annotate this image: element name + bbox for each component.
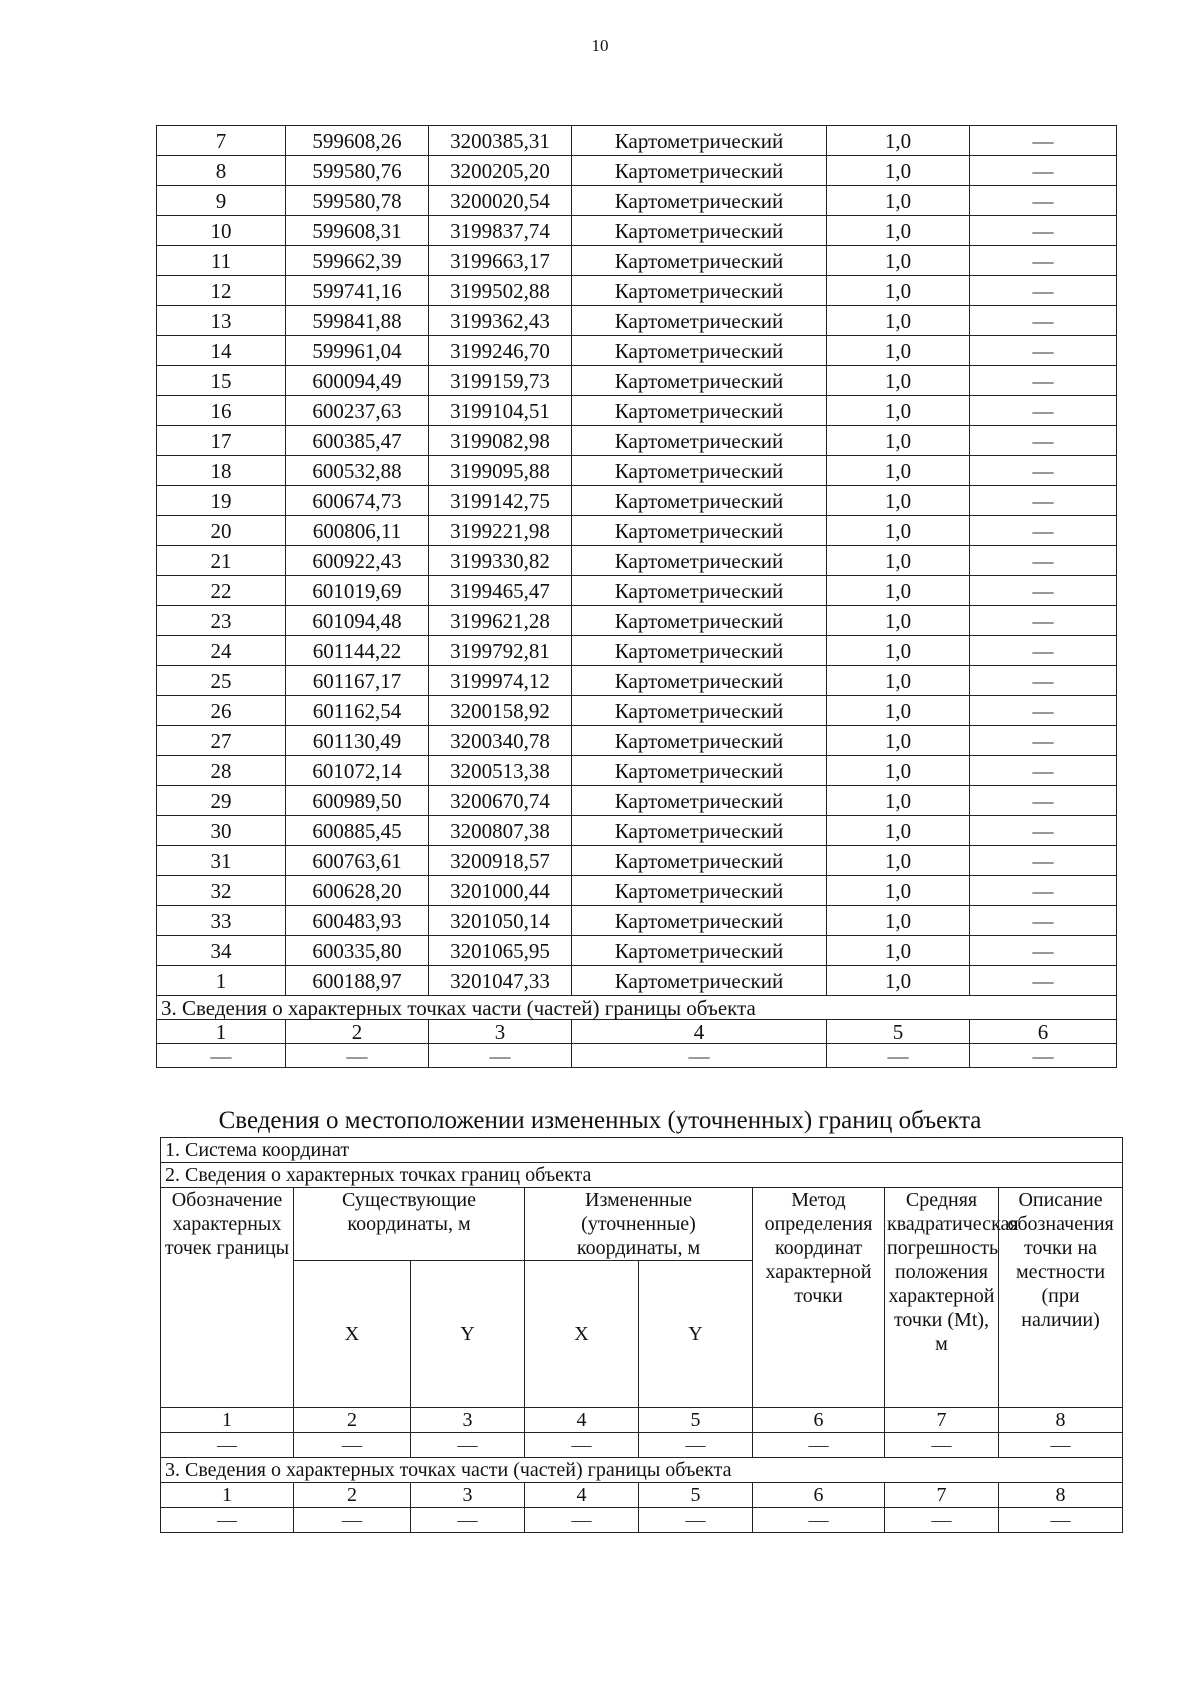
method-cell: Картометрический [572,486,827,516]
x-coordinate-cell: 600989,50 [286,786,429,816]
section3-title: 3. Сведения о характерных точках части (частей) границы объекта [157,996,1117,1020]
section3-dash-cell: — [572,1044,827,1068]
number-cell: 2 [294,1408,411,1433]
description-cell: — [970,546,1117,576]
number-cell: 1 [161,1408,294,1433]
table-row [157,936,1117,966]
point-number-cell: 34 [157,936,286,966]
section3-dash-cell: — [157,1044,286,1068]
x-coordinate-cell: 599580,76 [286,156,429,186]
section3-header-cell: 1 [157,1020,286,1044]
method-cell: Картометрический [572,696,827,726]
x-coordinate-cell: 600335,80 [286,936,429,966]
section3-dash-cell: — [753,1508,885,1533]
table-row [157,696,1117,726]
y-coordinate-cell: 3199142,75 [429,486,572,516]
description-cell: — [970,516,1117,546]
section-title: Сведения о местоположении измененных (уточненных) границ объекта [218,1107,982,1134]
accuracy-cell: 1,0 [827,546,970,576]
y-coordinate-cell: 3199502,88 [429,276,572,306]
table-row [157,816,1117,846]
point-number-cell: 14 [157,336,286,366]
table-row [157,246,1117,276]
page-number: 10 [591,36,609,55]
method-cell: Картометрический [572,666,827,696]
section3-number-cell: 6 [753,1483,885,1508]
accuracy-cell: 1,0 [827,336,970,366]
section3-title: 3. Сведения о характерных точках части (частей) границы объекта [161,1458,1123,1483]
x-coordinate-cell: 599608,26 [286,126,429,156]
point-number-cell: 28 [157,756,286,786]
number-cell: 7 [885,1408,999,1433]
point-number-cell: 12 [157,276,286,306]
y-coordinate-cell: 3200205,20 [429,156,572,186]
y-coordinate-cell: 3199792,81 [429,636,572,666]
y-coordinate-cell: 3201047,33 [429,966,572,996]
point-number-cell: 9 [157,186,286,216]
description-cell: — [970,216,1117,246]
method-cell: Картометрический [572,636,827,666]
accuracy-cell: 1,0 [827,816,970,846]
description-cell: — [970,456,1117,486]
y-coordinate-cell: 3199465,47 [429,576,572,606]
section3-number-cell: 2 [294,1483,411,1508]
changed-boundaries-table [160,1137,1123,1533]
x-coordinate-cell: 601072,14 [286,756,429,786]
description-cell: — [970,606,1117,636]
method-cell: Картометрический [572,726,827,756]
method-cell: Картометрический [572,546,827,576]
dash-cell: — [753,1433,885,1458]
table-row [157,456,1117,486]
dash-cell: — [999,1433,1123,1458]
table-row [157,276,1117,306]
description-cell: — [970,936,1117,966]
method-cell: Картометрический [572,396,827,426]
method-cell: Картометрический [572,306,827,336]
section3-dash-cell: — [429,1044,572,1068]
table-row [157,606,1117,636]
method-cell: Картометрический [572,576,827,606]
method-cell: Картометрический [572,126,827,156]
accuracy-cell: 1,0 [827,606,970,636]
y-coordinate-cell: 3199974,12 [429,666,572,696]
accuracy-cell: 1,0 [827,576,970,606]
x-coordinate-cell: 600674,73 [286,486,429,516]
point-number-cell: 22 [157,576,286,606]
x-coordinate-cell: 600532,88 [286,456,429,486]
accuracy-cell: 1,0 [827,186,970,216]
accuracy-cell: 1,0 [827,486,970,516]
y-coordinate-cell: 3199159,73 [429,366,572,396]
point-number-cell: 8 [157,156,286,186]
description-cell: — [970,906,1117,936]
number-row [161,1408,1123,1433]
x-coordinate-cell: 599608,31 [286,216,429,246]
y-coordinate-cell: 3200020,54 [429,186,572,216]
section3-dash-cell: — [411,1508,525,1533]
y-coordinate-cell: 3200918,57 [429,846,572,876]
description-cell: — [970,666,1117,696]
point-number-cell: 18 [157,456,286,486]
section3-header-cell: 2 [286,1020,429,1044]
point-number-cell: 16 [157,396,286,426]
point-number-cell: 31 [157,846,286,876]
point-number-cell: 23 [157,606,286,636]
x-coordinate-cell: 599961,04 [286,336,429,366]
table-row [157,876,1117,906]
dash-row [161,1433,1123,1458]
header-existing-coordinates: Существующие координаты, м [294,1188,525,1261]
table-row [157,786,1117,816]
description-cell: — [970,726,1117,756]
x-coordinate-cell: 600188,97 [286,966,429,996]
x-coordinate-cell: 601019,69 [286,576,429,606]
y-coordinate-cell: 3201000,44 [429,876,572,906]
y-coordinate-cell: 3200385,31 [429,126,572,156]
method-cell: Картометрический [572,366,827,396]
x-coordinate-cell: 600806,11 [286,516,429,546]
dash-cell: — [161,1433,294,1458]
method-cell: Картометрический [572,786,827,816]
section3-header-cell: 5 [827,1020,970,1044]
coordinate-system-title: 1. Система координат [161,1138,1123,1163]
y-coordinate-cell: 3199104,51 [429,396,572,426]
section3-header-row [157,1020,1117,1044]
method-cell: Картометрический [572,456,827,486]
x-coordinate-cell: 600763,61 [286,846,429,876]
table-row [157,426,1117,456]
number-cell: 3 [411,1408,525,1433]
table-row [157,966,1117,996]
point-number-cell: 11 [157,246,286,276]
y-coordinate-cell: 3200807,38 [429,816,572,846]
point-number-cell: 20 [157,516,286,546]
table-row [157,516,1117,546]
x-coordinate-cell: 600922,43 [286,546,429,576]
section3-dash-row [157,1044,1117,1068]
description-cell: — [970,696,1117,726]
point-number-cell: 7 [157,126,286,156]
x-coordinate-cell: 601144,22 [286,636,429,666]
y-coordinate-cell: 3199663,17 [429,246,572,276]
table-row [157,486,1117,516]
section3-number-cell: 5 [639,1483,753,1508]
x-coordinate-cell: 600628,20 [286,876,429,906]
dash-cell: — [294,1433,411,1458]
table-row [157,156,1117,186]
y-coordinate-cell: 3200340,78 [429,726,572,756]
method-cell: Картометрический [572,936,827,966]
table-row [157,546,1117,576]
method-cell: Картометрический [572,606,827,636]
description-cell: — [970,966,1117,996]
x-coordinate-cell: 601130,49 [286,726,429,756]
description-cell: — [970,816,1117,846]
method-cell: Картометрический [572,156,827,186]
accuracy-cell: 1,0 [827,426,970,456]
section3-header-cell: 6 [970,1020,1117,1044]
accuracy-cell: 1,0 [827,126,970,156]
point-number-cell: 24 [157,636,286,666]
y-coordinate-cell: 3199082,98 [429,426,572,456]
number-cell: 8 [999,1408,1123,1433]
accuracy-cell: 1,0 [827,846,970,876]
table-row [157,336,1117,366]
dash-cell: — [639,1433,753,1458]
header-changed-x: X [525,1261,639,1408]
y-coordinate-cell: 3201065,95 [429,936,572,966]
y-coordinate-cell: 3199621,28 [429,606,572,636]
boundary-points-body [157,126,1117,1068]
accuracy-cell: 1,0 [827,726,970,756]
accuracy-cell: 1,0 [827,246,970,276]
table-row [157,846,1117,876]
accuracy-cell: 1,0 [827,156,970,186]
point-number-cell: 1 [157,966,286,996]
dash-cell: — [525,1433,639,1458]
method-cell: Картометрический [572,876,827,906]
description-cell: — [970,576,1117,606]
point-number-cell: 15 [157,366,286,396]
table-row [157,756,1117,786]
y-coordinate-cell: 3199330,82 [429,546,572,576]
table-row [157,126,1117,156]
description-cell: — [970,396,1117,426]
accuracy-cell: 1,0 [827,876,970,906]
accuracy-cell: 1,0 [827,756,970,786]
x-coordinate-cell: 601162,54 [286,696,429,726]
accuracy-cell: 1,0 [827,306,970,336]
accuracy-cell: 1,0 [827,516,970,546]
x-coordinate-cell: 600094,49 [286,366,429,396]
section3-dash-cell: — [161,1508,294,1533]
method-cell: Картометрический [572,516,827,546]
accuracy-cell: 1,0 [827,636,970,666]
point-number-cell: 29 [157,786,286,816]
dash-cell: — [885,1433,999,1458]
section3-dash-cell: — [999,1508,1123,1533]
method-cell: Картометрический [572,186,827,216]
section3-number-row [161,1483,1123,1508]
accuracy-cell: 1,0 [827,366,970,396]
header-changed-y: Y [639,1261,753,1408]
table-row [157,186,1117,216]
accuracy-cell: 1,0 [827,936,970,966]
point-number-cell: 27 [157,726,286,756]
section3-number-cell: 1 [161,1483,294,1508]
x-coordinate-cell: 599741,16 [286,276,429,306]
y-coordinate-cell: 3199246,70 [429,336,572,366]
x-coordinate-cell: 601094,48 [286,606,429,636]
description-cell: — [970,156,1117,186]
x-coordinate-cell: 600237,63 [286,396,429,426]
description-cell: — [970,786,1117,816]
table-row [157,636,1117,666]
table-row [157,396,1117,426]
method-cell: Картометрический [572,216,827,246]
method-cell: Картометрический [572,756,827,786]
table-row [157,726,1117,756]
description-cell: — [970,846,1117,876]
point-number-cell: 10 [157,216,286,246]
description-cell: — [970,756,1117,786]
section3-dash-cell: — [294,1508,411,1533]
point-number-cell: 17 [157,426,286,456]
point-number-cell: 32 [157,876,286,906]
accuracy-cell: 1,0 [827,906,970,936]
y-coordinate-cell: 3201050,14 [429,906,572,936]
header-row-1 [161,1188,1123,1261]
section3-title-row [161,1458,1123,1483]
section2-title: 2. Сведения о характерных точках границ объекта [161,1163,1123,1188]
method-cell: Картометрический [572,966,827,996]
y-coordinate-cell: 3199837,74 [429,216,572,246]
method-cell: Картометрический [572,846,827,876]
method-cell: Картометрический [572,906,827,936]
point-number-cell: 33 [157,906,286,936]
accuracy-cell: 1,0 [827,276,970,306]
section3-number-cell: 3 [411,1483,525,1508]
section3-dash-cell: — [286,1044,429,1068]
section3-dash-cell: — [827,1044,970,1068]
accuracy-cell: 1,0 [827,666,970,696]
point-number-cell: 21 [157,546,286,576]
section3-number-cell: 7 [885,1483,999,1508]
header-method: Метод определения координат характерной точки [753,1188,885,1408]
number-cell: 6 [753,1408,885,1433]
dash-cell: — [411,1433,525,1458]
number-cell: 4 [525,1408,639,1433]
x-coordinate-cell: 600385,47 [286,426,429,456]
table-row [157,906,1117,936]
y-coordinate-cell: 3200513,38 [429,756,572,786]
table-row [157,366,1117,396]
description-cell: — [970,246,1117,276]
header-designation: Обозначение характерных точек границы [161,1188,294,1408]
y-coordinate-cell: 3199095,88 [429,456,572,486]
section3-header-cell: 4 [572,1020,827,1044]
point-number-cell: 19 [157,486,286,516]
x-coordinate-cell: 599662,39 [286,246,429,276]
point-number-cell: 25 [157,666,286,696]
method-cell: Картометрический [572,426,827,456]
section3-number-cell: 8 [999,1483,1123,1508]
section3-dash-row [161,1508,1123,1533]
section3-number-cell: 4 [525,1483,639,1508]
number-cell: 5 [639,1408,753,1433]
accuracy-cell: 1,0 [827,696,970,726]
accuracy-cell: 1,0 [827,456,970,486]
header-accuracy: Средняя квадратическая погрешность положения характерной точки (Mt), м [885,1188,999,1408]
y-coordinate-cell: 3200670,74 [429,786,572,816]
table-row [157,576,1117,606]
y-coordinate-cell: 3199362,43 [429,306,572,336]
method-cell: Картометрический [572,336,827,366]
section3-dash-cell: — [639,1508,753,1533]
description-cell: — [970,876,1117,906]
point-number-cell: 30 [157,816,286,846]
method-cell: Картометрический [572,276,827,306]
description-cell: — [970,336,1117,366]
x-coordinate-cell: 600885,45 [286,816,429,846]
accuracy-cell: 1,0 [827,786,970,816]
x-coordinate-cell: 599841,88 [286,306,429,336]
description-cell: — [970,426,1117,456]
description-cell: — [970,486,1117,516]
point-number-cell: 26 [157,696,286,726]
table-row [157,666,1117,696]
section3-title-row [157,996,1117,1020]
section3-dash-cell: — [525,1508,639,1533]
method-cell: Картометрический [572,246,827,276]
x-coordinate-cell: 601167,17 [286,666,429,696]
header-description: Описание обозначения точки на местности (при наличии) [999,1188,1123,1408]
description-cell: — [970,276,1117,306]
header-existing-y: Y [411,1261,525,1408]
coordinate-system-row [161,1138,1123,1163]
section3-header-cell: 3 [429,1020,572,1044]
description-cell: — [970,636,1117,666]
section2-title-row [161,1163,1123,1188]
description-cell: — [970,306,1117,336]
header-existing-x: X [294,1261,411,1408]
section3-dash-cell: — [970,1044,1117,1068]
table-row [157,216,1117,246]
y-coordinate-cell: 3200158,92 [429,696,572,726]
method-cell: Картометрический [572,816,827,846]
description-cell: — [970,366,1117,396]
accuracy-cell: 1,0 [827,216,970,246]
point-number-cell: 13 [157,306,286,336]
description-cell: — [970,186,1117,216]
section3-dash-cell: — [885,1508,999,1533]
accuracy-cell: 1,0 [827,966,970,996]
x-coordinate-cell: 599580,78 [286,186,429,216]
table-row [157,306,1117,336]
description-cell: — [970,126,1117,156]
y-coordinate-cell: 3199221,98 [429,516,572,546]
x-coordinate-cell: 600483,93 [286,906,429,936]
accuracy-cell: 1,0 [827,396,970,426]
boundary-points-table [156,125,1117,1068]
header-changed-coordinates: Измененные (уточненные) координаты, м [525,1188,753,1261]
